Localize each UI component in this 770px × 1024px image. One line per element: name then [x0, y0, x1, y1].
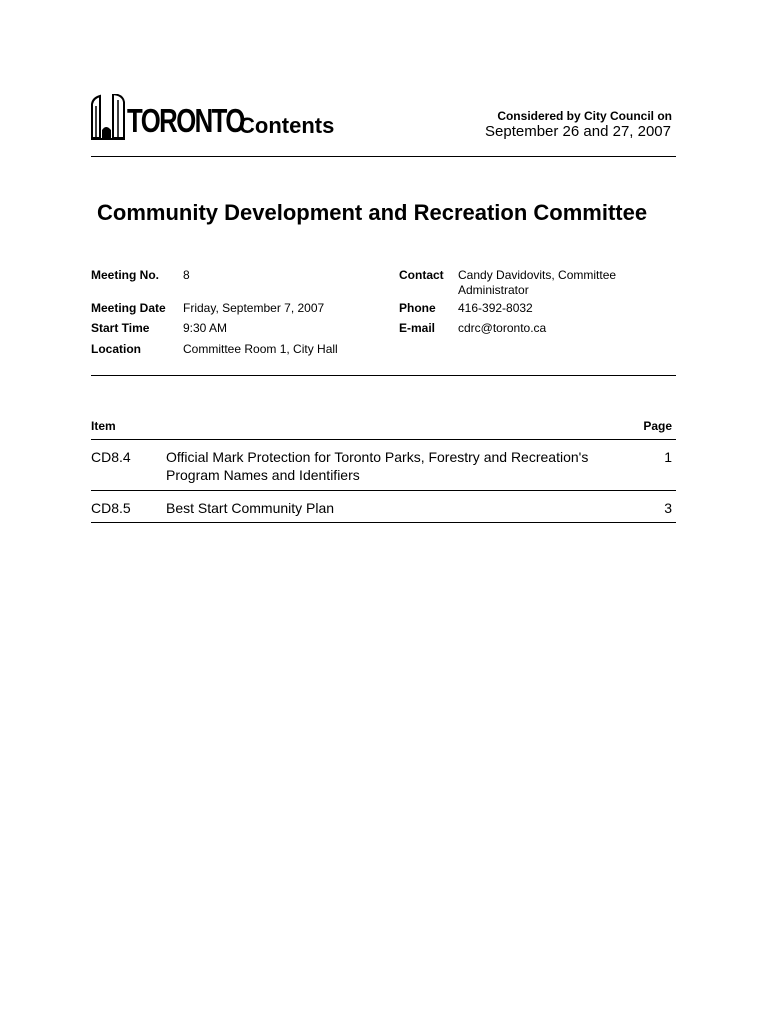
- council-consideration-dates: September 26 and 27, 2007: [485, 123, 671, 140]
- start-time-value: 9:30 AM: [183, 321, 228, 335]
- item-title[interactable]: [166, 448, 636, 484]
- contact-value-line1: Candy Davidovits, Committee: [458, 268, 617, 282]
- section-title: Contents: [239, 113, 335, 138]
- item-page-number: 1: [664, 449, 672, 465]
- contact-value-line2: Administrator: [458, 283, 529, 297]
- details-divider: [91, 375, 676, 376]
- header-divider: [91, 156, 676, 157]
- meeting-number-value: 8: [183, 268, 190, 282]
- location-value: Committee Room 1, City Hall: [183, 342, 338, 356]
- city-hall-logo-icon: [91, 94, 125, 140]
- email-label: E-mail: [399, 321, 436, 335]
- committee-title: Community Development and Recreation Committee: [97, 200, 648, 225]
- phone-value: 416-392-8032: [458, 301, 533, 315]
- contact-label: Contact: [399, 268, 444, 282]
- meeting-number-label: Meeting No.: [91, 268, 159, 282]
- phone-label: Phone: [399, 301, 436, 315]
- table-header-divider: [91, 439, 676, 440]
- table-bottom-divider: [91, 522, 676, 523]
- start-time-label: Start Time: [91, 321, 150, 335]
- table-row-divider: [91, 490, 676, 491]
- location-label: Location: [91, 342, 141, 356]
- toronto-logo-wordmark: TORONTO: [127, 102, 244, 139]
- council-consideration-label: Considered by City Council on: [497, 109, 672, 123]
- item-title-line: Program Names and Identifiers: [166, 467, 360, 483]
- meeting-date-label: Meeting Date: [91, 301, 166, 315]
- page-column-header: Page: [643, 419, 672, 433]
- item-code: CD8.4: [91, 449, 131, 465]
- item-code: CD8.5: [91, 500, 131, 516]
- email-value: cdrc@toronto.ca: [458, 321, 547, 335]
- item-title-line: Best Start Community Plan: [166, 500, 335, 516]
- item-title-line: Official Mark Protection for Toronto Parks, Forestry and Recreation's: [166, 449, 589, 465]
- item-page-number: 3: [664, 500, 672, 516]
- item-column-header: Item: [91, 419, 116, 433]
- item-title[interactable]: [166, 499, 636, 517]
- meeting-date-value: Friday, September 7, 2007: [183, 301, 325, 315]
